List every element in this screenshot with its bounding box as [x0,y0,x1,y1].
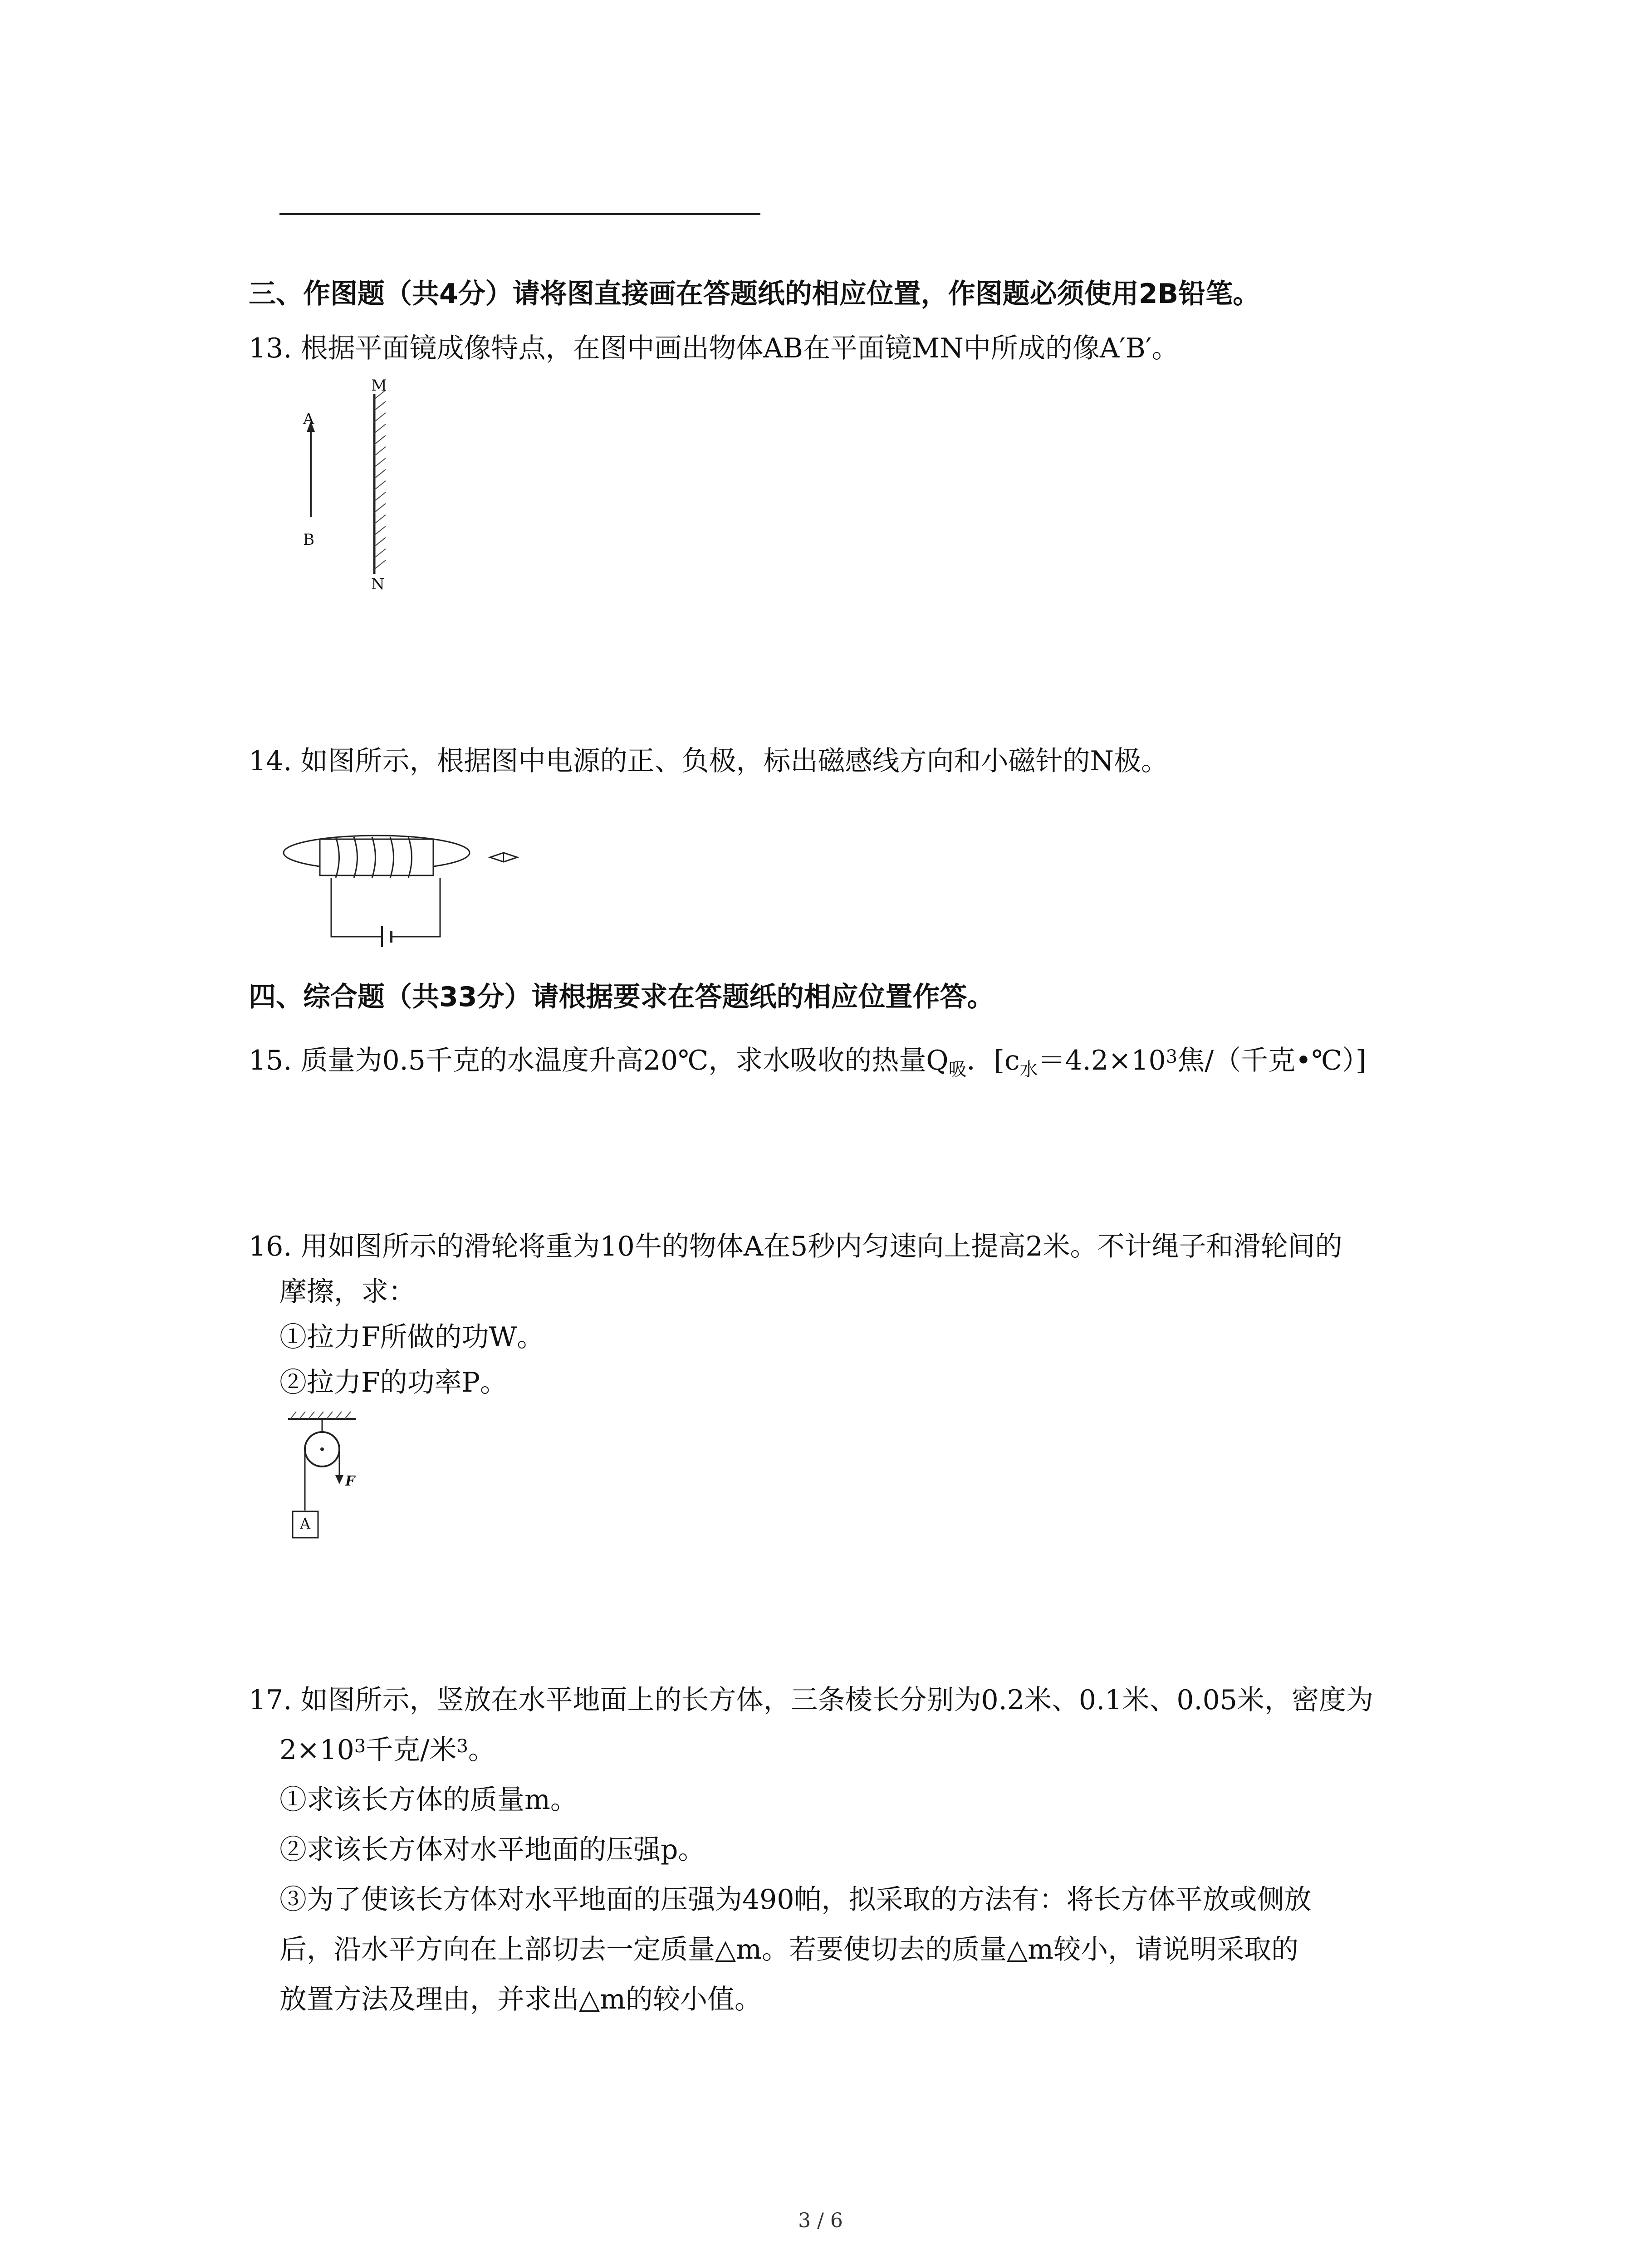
solenoid-core [320,839,433,875]
question-17-line-2 [279,1727,495,1773]
label-block-a: A [300,1515,311,1532]
question-17-item-3-cont-1: 后，沿水平方向在上部切去一定质量△m。若要使切去的质量△m较小，请说明采取的 [279,1934,1299,1965]
q15-prefix: 15. 质量为0.5千克的水温度升高20℃，求水吸收的热量Q [249,1045,949,1076]
question-17-line-1: 17. 如图所示，竖放在水平地面上的长方体，三条棱长分别为0.2米、0.1米、0.05米，密度为 [249,1684,1373,1716]
question-17-item-1: ①求该长方体的质量m。 [279,1784,578,1816]
q17-density-suffix: 。 [468,1734,495,1766]
question-16-item-1: ①拉力F所做的功W。 [279,1321,544,1353]
q15-mid: ．[c [966,1045,1020,1076]
q15-sub-water: 水 [1019,1059,1038,1080]
q17-density-unit: 千克/米 [366,1734,457,1766]
label-m: M [371,376,387,395]
question-15 [249,1038,1366,1092]
pulley-diagram [279,1411,370,1547]
label-n: N [371,575,385,593]
page-number: 3 / 6 [798,2209,843,2232]
question-16-line-1: 16. 用如图所示的滑轮将重为10牛的物体A在5秒内匀速向上提高2米。不计绳子和滑轮间的 [249,1231,1342,1262]
question-17-item-3: ③为了使该长方体对水平地面的压强为490帕，拟采取的方法有：将长方体平放或侧放 [279,1884,1312,1916]
q15-sub-absorb: 吸 [948,1059,967,1080]
object-ab-arrow [307,421,315,517]
question-17-item-2: ②求该长方体对水平地面的压强p。 [279,1834,705,1866]
battery [382,926,391,947]
plane-mirror-diagram [290,372,408,599]
q17-density-prefix: 2×10 [279,1734,354,1766]
q17-density-sup-2: 3 [456,1736,468,1757]
label-a: A [303,410,314,428]
answer-blank-line [279,213,760,215]
q17-density-sup-1: 3 [354,1736,366,1757]
section-3-heading: 三、作图题（共4分）请将图直接画在答题纸的相应位置，作图题必须使用2B铅笔。 [249,278,1260,310]
q15-sup: 3 [1166,1046,1178,1067]
question-16-line-2: 摩擦，求： [279,1276,416,1308]
section-4-heading: 四、综合题（共33分）请根据要求在答题纸的相应位置作答。 [249,981,994,1013]
question-16-item-2: ②拉力F的功率P。 [279,1367,508,1398]
circuit-wires [331,878,440,937]
solenoid-diagram [281,830,535,948]
label-f: F [345,1473,355,1489]
q15-mid2: ＝4.2×10 [1038,1045,1166,1076]
small-compass-needle [490,853,517,862]
question-13: 13. 根据平面镜成像特点，在图中画出物体AB在平面镜MN中所成的像A′B′。 [249,332,1179,364]
mirror-mn [374,390,386,574]
question-14: 14. 如图所示，根据图中电源的正、负极，标出磁感线方向和小磁针的N极。 [249,745,1168,777]
force-arrow [335,1475,343,1484]
label-b: B [303,531,314,549]
question-17-item-3-cont-2: 放置方法及理由，并求出△m的较小值。 [279,1984,762,2015]
q15-suffix: 焦/（千克•℃）] [1177,1045,1367,1076]
